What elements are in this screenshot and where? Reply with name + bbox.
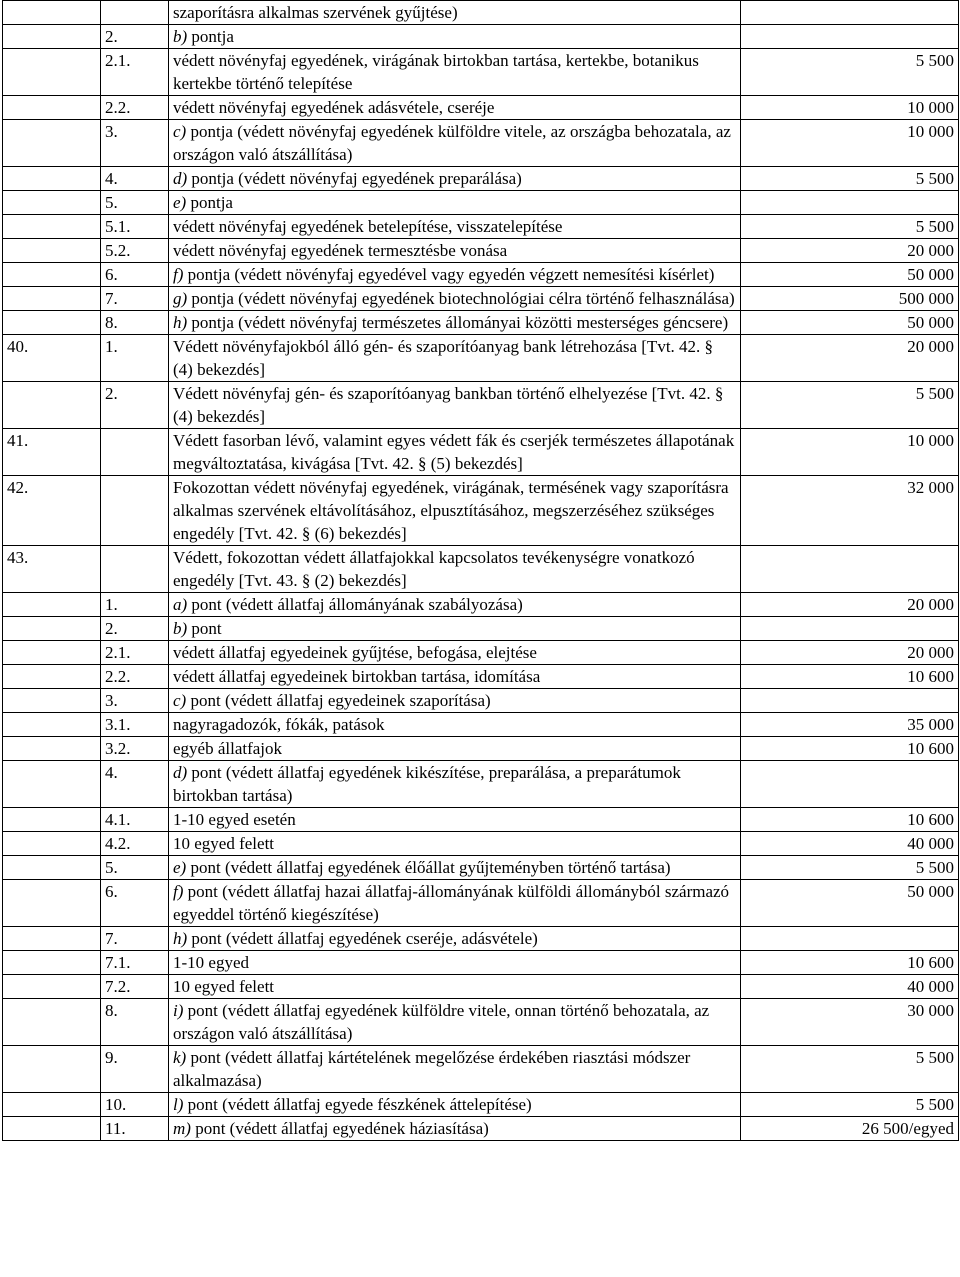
item-number: 3.2. (101, 737, 169, 761)
section-number (3, 1046, 101, 1093)
fee-amount: 35 000 (741, 713, 959, 737)
fee-amount: 20 000 (741, 593, 959, 617)
description-text: védett növényfaj egyedének adásvétele, cseréje (173, 98, 495, 117)
table-row (3, 546, 959, 593)
fee-amount (741, 546, 959, 593)
table-row (3, 737, 959, 761)
section-number: 41. (3, 429, 101, 476)
legal-reference: l) (173, 1095, 184, 1114)
fee-table (2, 0, 959, 1141)
table-row (3, 808, 959, 832)
legal-reference: d) (173, 169, 188, 188)
fee-amount: 50 000 (741, 263, 959, 287)
table-row (3, 335, 959, 382)
description-text: védett növényfaj egyedének, virágának birtokban tartása, kertekbe, botanikus kertekbe történő telepítése (173, 51, 699, 93)
legal-reference: d) (173, 763, 188, 782)
description-text: védett állatfaj egyedeinek birtokban tartása, idomítása (173, 667, 541, 686)
item-number: 3. (101, 120, 169, 167)
item-number: 1. (101, 593, 169, 617)
legal-reference: e) (173, 858, 187, 877)
item-description (169, 429, 741, 476)
item-description (169, 737, 741, 761)
section-number (3, 761, 101, 808)
item-number: 5. (101, 191, 169, 215)
item-description (169, 1046, 741, 1093)
legal-reference: c) (173, 691, 187, 710)
item-description (169, 239, 741, 263)
item-description (169, 880, 741, 927)
item-description (169, 951, 741, 975)
item-description (169, 713, 741, 737)
description-text: pont (védett állatfaj egyedének háziasítása) (190, 1119, 489, 1138)
item-number: 2. (101, 382, 169, 429)
table-row (3, 641, 959, 665)
fee-amount (741, 191, 959, 215)
fee-amount: 10 600 (741, 665, 959, 689)
description-text: egyéb állatfajok (173, 739, 283, 758)
table-row (3, 1046, 959, 1093)
description-text: 10 egyed felett (173, 977, 275, 996)
description-text: pont (védett állatfaj egyedeinek szaporítása) (186, 691, 491, 710)
table-row (3, 999, 959, 1046)
legal-reference: i) (173, 1001, 184, 1020)
description-text: Védett növényfaj gén- és szaporítóanyag bankban történő elhelyezése [Tvt. 42. § (4) bekezdés] (173, 384, 724, 426)
table-row (3, 951, 959, 975)
item-description (169, 617, 741, 641)
table-row (3, 927, 959, 951)
section-number (3, 856, 101, 880)
description-text: pont (védett állatfaj egyedének élőállat gyűjteményben történő tartása) (186, 858, 671, 877)
description-text: pontja (186, 193, 233, 212)
item-number: 3. (101, 689, 169, 713)
section-number (3, 382, 101, 429)
fee-amount (741, 617, 959, 641)
item-number: 7. (101, 927, 169, 951)
fee-amount: 10 600 (741, 808, 959, 832)
item-number (101, 546, 169, 593)
item-number: 2.2. (101, 665, 169, 689)
legal-reference: f) (173, 882, 184, 901)
fee-amount: 5 500 (741, 856, 959, 880)
legal-reference: b) (173, 619, 188, 638)
item-description (169, 382, 741, 429)
item-number: 9. (101, 1046, 169, 1093)
fee-amount (741, 25, 959, 49)
table-row (3, 832, 959, 856)
description-text: 1-10 egyed (173, 953, 250, 972)
table-row (3, 665, 959, 689)
item-number: 6. (101, 880, 169, 927)
item-number: 4.1. (101, 808, 169, 832)
legal-reference: c) (173, 122, 187, 141)
item-description (169, 96, 741, 120)
fee-amount: 20 000 (741, 239, 959, 263)
fee-amount: 40 000 (741, 832, 959, 856)
table-row (3, 239, 959, 263)
table-row (3, 429, 959, 476)
section-number (3, 1093, 101, 1117)
table-row (3, 191, 959, 215)
fee-amount: 20 000 (741, 641, 959, 665)
item-description (169, 761, 741, 808)
description-text: pont (védett állatfaj kártételének megelőzése érdekében riasztási módszer alkalmazása) (173, 1048, 691, 1090)
table-row (3, 49, 959, 96)
section-number (3, 1117, 101, 1141)
section-number (3, 808, 101, 832)
fee-amount: 5 500 (741, 215, 959, 239)
item-description (169, 665, 741, 689)
table-row (3, 311, 959, 335)
item-number: 5. (101, 856, 169, 880)
legal-reference: b) (173, 27, 188, 46)
legal-reference: a) (173, 595, 188, 614)
description-text: védett állatfaj egyedeinek gyűjtése, befogása, elejtése (173, 643, 537, 662)
item-description (169, 263, 741, 287)
fee-amount: 26 500/egyed (741, 1117, 959, 1141)
item-number: 4.2. (101, 832, 169, 856)
item-description (169, 808, 741, 832)
item-description (169, 856, 741, 880)
description-text: védett növényfaj egyedének betelepítése, visszatelepítése (173, 217, 563, 236)
item-number (101, 476, 169, 546)
description-text: Védett, fokozottan védett állatfajokkal kapcsolatos tevékenységre vonatkozó engedély [Tvt. 43. § (2) bekezdés] (173, 548, 695, 590)
description-text: szaporításra alkalmas szervének gyűjtése) (173, 3, 458, 22)
description-text: pont (védett állatfaj egyedének kikészítése, preparálása, a preparátumok birtokban tartása) (173, 763, 681, 805)
table-row (3, 263, 959, 287)
legal-reference: e) (173, 193, 187, 212)
item-description (169, 49, 741, 96)
item-description (169, 1117, 741, 1141)
section-number (3, 641, 101, 665)
item-number: 10. (101, 1093, 169, 1117)
item-number: 11. (101, 1117, 169, 1141)
description-text: pontja (védett növényfaj egyedének preparálása) (187, 169, 522, 188)
description-text: 1-10 egyed esetén (173, 810, 296, 829)
fee-amount: 10 600 (741, 951, 959, 975)
description-text: pontja (védett növényfaj egyedével vagy egyedén végzett nemesítési kísérlet) (183, 265, 715, 284)
item-number: 3.1. (101, 713, 169, 737)
fee-amount: 50 000 (741, 880, 959, 927)
description-text: Védett fasorban lévő, valamint egyes védett fák és cserjék természetes állapotának megváltoztatása, kivágása [Tvt. 42. § (5) bekezdés] (173, 431, 735, 473)
section-number (3, 167, 101, 191)
fee-amount: 500 000 (741, 287, 959, 311)
legal-reference: h) (173, 929, 188, 948)
section-number (3, 665, 101, 689)
fee-amount: 30 000 (741, 999, 959, 1046)
description-text: Védett növényfajokból álló gén- és szaporítóanyag bank létrehozása [Tvt. 42. § (4) bekezdés] (173, 337, 714, 379)
description-text: pont (védett állatfaj állományának szabályozása) (187, 595, 523, 614)
table-row (3, 215, 959, 239)
section-number: 40. (3, 335, 101, 382)
legal-reference: k) (173, 1048, 187, 1067)
table-row (3, 382, 959, 429)
item-number (101, 429, 169, 476)
item-description (169, 25, 741, 49)
legal-reference: h) (173, 313, 188, 332)
section-number (3, 263, 101, 287)
section-number (3, 927, 101, 951)
fee-amount (741, 927, 959, 951)
item-number: 2.1. (101, 49, 169, 96)
item-description (169, 335, 741, 382)
item-number: 5.2. (101, 239, 169, 263)
item-number: 1. (101, 335, 169, 382)
description-text: pontja (védett növényfaj egyedének biotechnológiai célra történő felhasználása) (187, 289, 735, 308)
description-text: pont (védett állatfaj egyedének külföldre vitele, onnan történő behozatala, az országon való átszállítása) (173, 1001, 710, 1043)
section-number (3, 25, 101, 49)
section-number: 42. (3, 476, 101, 546)
fee-amount: 10 000 (741, 429, 959, 476)
item-description (169, 975, 741, 999)
section-number (3, 951, 101, 975)
description-text: pont (védett állatfaj egyedének cseréje, adásvétele) (187, 929, 538, 948)
item-description (169, 476, 741, 546)
description-text: pont (187, 619, 222, 638)
description-text: pontja (187, 27, 234, 46)
table-row (3, 880, 959, 927)
item-description (169, 641, 741, 665)
item-description (169, 593, 741, 617)
section-number (3, 713, 101, 737)
section-number (3, 593, 101, 617)
section-number (3, 49, 101, 96)
item-description (169, 689, 741, 713)
item-description (169, 120, 741, 167)
section-number (3, 737, 101, 761)
item-description (169, 287, 741, 311)
fee-amount: 5 500 (741, 382, 959, 429)
table-row (3, 593, 959, 617)
fee-amount (741, 689, 959, 713)
section-number (3, 832, 101, 856)
legal-reference: g) (173, 289, 188, 308)
item-number: 7.1. (101, 951, 169, 975)
legal-reference: f) (173, 265, 184, 284)
fee-amount (741, 761, 959, 808)
section-number: 43. (3, 546, 101, 593)
section-number (3, 120, 101, 167)
fee-amount: 10 600 (741, 737, 959, 761)
item-number: 4. (101, 761, 169, 808)
fee-amount: 20 000 (741, 335, 959, 382)
item-number: 4. (101, 167, 169, 191)
item-number: 2. (101, 617, 169, 641)
description-text: pont (védett állatfaj egyede fészkének áttelepítése) (183, 1095, 532, 1114)
section-number (3, 239, 101, 263)
item-number: 2. (101, 25, 169, 49)
table-row (3, 617, 959, 641)
table-row (3, 1093, 959, 1117)
item-number: 6. (101, 263, 169, 287)
fee-amount: 32 000 (741, 476, 959, 546)
item-number: 8. (101, 999, 169, 1046)
item-description (169, 215, 741, 239)
item-description (169, 191, 741, 215)
section-number (3, 880, 101, 927)
item-number: 2.2. (101, 96, 169, 120)
section-number (3, 1, 101, 25)
legal-reference: m) (173, 1119, 191, 1138)
fee-amount: 5 500 (741, 167, 959, 191)
item-description (169, 832, 741, 856)
item-description (169, 167, 741, 191)
item-number (101, 1, 169, 25)
section-number (3, 287, 101, 311)
item-number: 2.1. (101, 641, 169, 665)
table-row (3, 120, 959, 167)
table-row (3, 689, 959, 713)
item-description (169, 1, 741, 25)
item-number: 7. (101, 287, 169, 311)
item-description (169, 311, 741, 335)
table-row (3, 1, 959, 25)
fee-amount: 5 500 (741, 49, 959, 96)
fee-amount: 50 000 (741, 311, 959, 335)
item-description (169, 546, 741, 593)
section-number (3, 975, 101, 999)
table-row (3, 1117, 959, 1141)
section-number (3, 191, 101, 215)
item-number: 8. (101, 311, 169, 335)
table-row (3, 476, 959, 546)
table-row (3, 96, 959, 120)
table-row (3, 761, 959, 808)
section-number (3, 689, 101, 713)
section-number (3, 96, 101, 120)
section-number (3, 617, 101, 641)
description-text: pontja (védett növényfaj természetes állományai közötti mesterséges géncsere) (187, 313, 729, 332)
item-description (169, 1093, 741, 1117)
section-number (3, 311, 101, 335)
description-text: Fokozottan védett növényfaj egyedének, virágának, termésének vagy szaporításra alkalmas szervének eltávolításához, elpusztításához, megszerzéséhez szükséges engedély [Tvt. 42. § (6) bekezdés] (173, 478, 729, 543)
fee-amount (741, 1, 959, 25)
table-row (3, 25, 959, 49)
description-text: nagyragadozók, fókák, patások (173, 715, 385, 734)
fee-amount: 5 500 (741, 1093, 959, 1117)
table-row (3, 167, 959, 191)
fee-amount: 10 000 (741, 96, 959, 120)
item-number: 5.1. (101, 215, 169, 239)
item-number: 7.2. (101, 975, 169, 999)
description-text: 10 egyed felett (173, 834, 275, 853)
item-description (169, 927, 741, 951)
fee-amount: 40 000 (741, 975, 959, 999)
description-text: védett növényfaj egyedének termesztésbe vonása (173, 241, 508, 260)
fee-table-body (3, 1, 959, 1141)
table-row (3, 975, 959, 999)
description-text: pont (védett állatfaj hazai állatfaj-állományának külföldi állományból származó egyeddel történő kiegészítése) (173, 882, 730, 924)
table-row (3, 713, 959, 737)
table-row (3, 287, 959, 311)
fee-amount: 10 000 (741, 120, 959, 167)
section-number (3, 999, 101, 1046)
item-description (169, 999, 741, 1046)
section-number (3, 215, 101, 239)
table-row (3, 856, 959, 880)
description-text: pontja (védett növényfaj egyedének külföldre vitele, az országba behozatala, az országon való átszállítása) (173, 122, 731, 164)
fee-amount: 5 500 (741, 1046, 959, 1093)
